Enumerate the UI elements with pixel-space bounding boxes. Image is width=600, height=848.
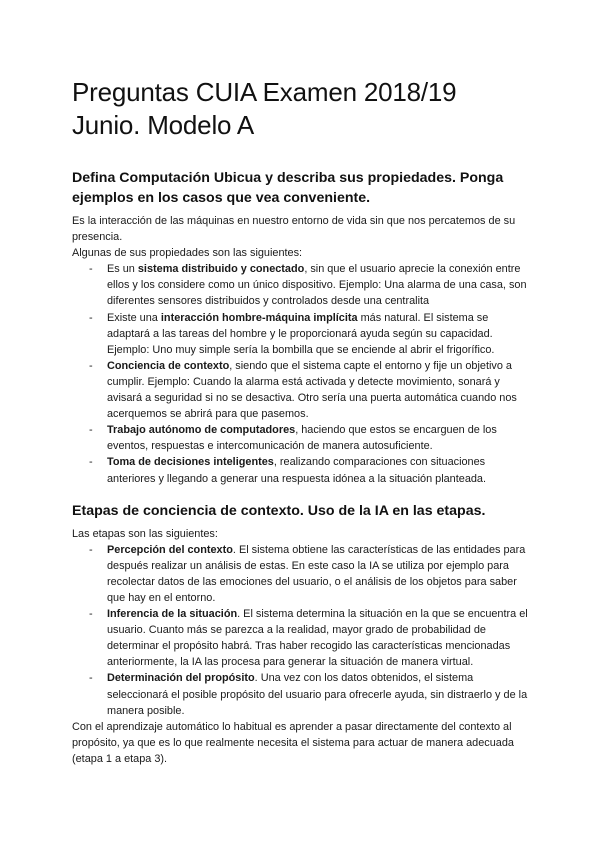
list-intro: Algunas de sus propiedades son las siguientes: — [72, 247, 303, 260]
title-line-1: Preguntas CUIA Examen 2018/19 — [72, 77, 457, 107]
stages-list — [72, 542, 530, 719]
list-item — [107, 606, 530, 670]
item-text: más natural. El sistema se adaptará a las tareas del hombre y le proporcionará ayuda según su capacidad. Ejemplo: Uno muy simple sería la bombilla que se enciende al abrir el frigorífico. — [107, 311, 495, 356]
item-text: , siendo que el sistema capte el entorno y fije un objetivo a cumplir. Ejemplo: Cuando la alarma está activada y detecte movimiento, sonará y avisará a seguridad si no se desactiva. Otro sería una puerta automática cuando nos acerquemos se abrirá para que pasemos. — [107, 359, 517, 421]
list-item — [107, 422, 530, 454]
list-item — [107, 670, 530, 718]
item-text: , sin que el usuario aprecie la conexión entre ellos y los considere como un único dispositivo. Ejemplo: Una alarma de una casa, son diferentes sensores distribuidos y controlados desde una centralita — [107, 263, 527, 308]
item-bold-term: interacción hombre-máquina implícita — [160, 311, 358, 324]
item-text: . El sistema determina la situación en la que se encuentra el usuario. Cuanto más se parezca a la realidad, mayor grado de probabilidad de determinar el propósito habrá. Tras haber recogido las características mencionadas anteriormente, la IA las procesa para generar la situación de manera virtual. — [107, 608, 528, 669]
section-computacion-ubicua — [72, 168, 530, 487]
section-heading: Defina Computación Ubicua y describa sus propiedades. Ponga ejemplos en los casos que vea conveniente. — [72, 170, 504, 206]
list-item — [107, 310, 530, 358]
item-bold-term: Toma de decisiones inteligentes — [107, 456, 274, 469]
page-title — [72, 76, 530, 142]
item-text: , realizando comparaciones con situaciones anteriores y llegando a generar una respuesta idónea a la situación planteada. — [107, 456, 487, 485]
list-item — [107, 358, 530, 422]
section-intro: Es la interacción de las máquinas en nuestro entorno de vida sin que nos percatemos de su presencia. — [72, 215, 516, 244]
list-item — [107, 454, 530, 486]
item-text: . Una vez con los datos obtenidos, el sistema seleccionará el posible propósito del usuario para ofrecerle ayuda, sin distraerlo y de la manera posible. — [107, 672, 528, 717]
list-intro: Las etapas son las siguientes: — [72, 527, 218, 540]
item-bold-term: Trabajo autónomo de computadores — [107, 424, 296, 437]
item-bold-term: Inferencia de la situación — [107, 608, 238, 621]
item-bold-term: Determinación del propósito — [107, 672, 255, 685]
item-prefix: Es un — [107, 263, 138, 276]
section-etapas-contexto — [72, 501, 530, 767]
item-bold-term: Conciencia de contexto — [107, 359, 230, 372]
item-bold-term: Percepción del contexto — [107, 543, 233, 556]
properties-list — [72, 261, 530, 486]
section-heading: Etapas de conciencia de contexto. Uso de la IA en las etapas. — [72, 502, 486, 519]
title-line-2: Junio. Modelo A — [72, 110, 255, 140]
item-text: , haciendo que estos se encarguen de los eventos, respuestas e intercomunicación de manera autosuficiente. — [107, 424, 497, 453]
item-prefix: Existe una — [107, 311, 161, 324]
closing-paragraph: Con el aprendizaje automático lo habitual es aprender a pasar directamente del contexto al propósito, ya que es lo que realmente necesita el sistema para actuar de manera adecuada (etapa 1 a etapa 3). — [72, 720, 514, 765]
list-item — [107, 261, 530, 309]
item-bold-term: sistema distribuido y conectado — [137, 263, 305, 276]
list-item — [107, 542, 530, 606]
item-text: . El sistema obtiene las características de las entidades para después realizar un análisis de estas. En este caso la IA se utiliza por ejemplo para recolectar datos de las emociones del usuario, o el análisis de los objetos para saber que hay en el entorno. — [107, 543, 526, 604]
